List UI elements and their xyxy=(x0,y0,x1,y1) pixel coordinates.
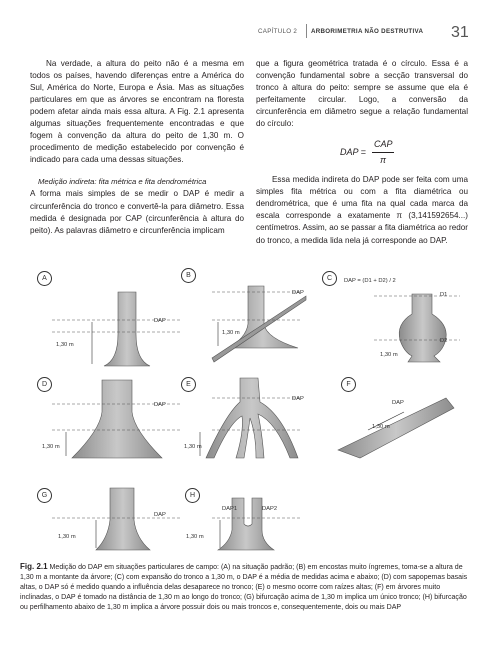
running-header xyxy=(258,22,468,40)
label-height-c: 1,30 m xyxy=(380,352,398,358)
label-dap-g: DAP xyxy=(154,512,166,518)
tree-e xyxy=(206,378,298,458)
label-height-f: 1,30 m xyxy=(372,424,390,430)
label-formula-c: DAP = (D1 + D2) / 2 xyxy=(344,278,396,284)
right-paragraph-1: que a figura geométrica tratada é o círculo. Essa é a convenção fundamental sobre a secção transversal do tronco à altura do peito: sempre se assume que ela é perfeitamente circular. Logo, a conversão da circunferência em diâmetro segue a relação fundamental do círculo: xyxy=(256,59,468,129)
tree-a xyxy=(104,292,150,366)
page-number: 31 xyxy=(451,24,469,41)
tree-d xyxy=(72,380,162,458)
label-dap2: DAP2 xyxy=(262,506,278,512)
left-paragraph-2: A forma mais simples de se medir o DAP é medir a circunferência do tronco e convertê-la para diâmetro. Essa medida é designada por CAP (circunferência à altura do peito). As palavras diâmetro e circunferência implicam xyxy=(30,189,244,235)
label-dap-d: DAP xyxy=(154,402,166,408)
figure-2-1 xyxy=(0,262,489,562)
right-paragraph-2: Essa medida indireta do DAP pode ser feita com uma simples fita métrica ou com a fita diamétrica ou dendrométrica, que é uma fita na qual cada marca da escala corresponde a exatamente π (3,141592654...) centímetros. Assim, ao se passar a fita diamétrica ao redor do tronco, a medida lida nela já corresponde ao DAP. xyxy=(256,175,468,245)
chapter-title: ARBORIMETRIA NÃO DESTRUTIVA xyxy=(311,28,424,35)
panel-label-f: F xyxy=(341,377,356,392)
label-dap1: DAP1 xyxy=(222,506,238,512)
label-dap-f: DAP xyxy=(392,400,404,406)
label-height-a: 1,30 m xyxy=(56,342,74,348)
label-height-e: 1,30 m xyxy=(184,444,202,450)
chapter-label: CAPÍTULO 2 xyxy=(258,28,298,35)
label-height-d: 1,30 m xyxy=(42,444,60,450)
tree-c xyxy=(399,294,446,362)
label-dap-e: DAP xyxy=(292,396,304,402)
tree-g xyxy=(96,488,150,550)
panel-label-g: G xyxy=(37,488,52,503)
left-paragraph-1: Na verdade, a altura do peito não é a mesma em todos os países, havendo diferenças entre a América do Sul, América do Norte, Europa e Ásia. Mas as situações particulares em que as árvores se encontram na floresta podem afetar ainda mais essa altura. A Fig. 2.1 apresenta algumas situações frequentemente encontradas e que fogem à convenção da altura do peito de 1,30 m. O procedimento de medição estabelecido por convenção é indicado para cada uma dessas situações. xyxy=(30,59,244,165)
formula xyxy=(256,130,468,174)
subheading: Medição indireta: fita métrica e fita dendrométrica xyxy=(38,177,207,187)
panel-label-b: B xyxy=(181,268,196,283)
tree-f xyxy=(338,398,454,458)
figure-caption xyxy=(20,562,470,613)
panel-label-a: A xyxy=(37,271,52,286)
formula-numerator: CAP xyxy=(374,139,393,150)
caption-label: Fig. 2.1 xyxy=(20,562,48,571)
panel-label-e: E xyxy=(181,377,196,392)
formula-lhs: DAP = xyxy=(340,147,366,158)
header-divider xyxy=(306,24,307,38)
panel-label-d: D xyxy=(37,377,52,392)
fraction-bar xyxy=(372,152,394,153)
caption-text: Medição do DAP em situações particulares de campo: (A) na situação padrão; (B) em encostas muito íngremes, toma-se a altura de 1,30 m a montante da árvore; (C) com expansão do tronco a 1,30 m, o DAP é a média de medidas acima e abaixo; (D) com sapopemas basais altas, o DAP só é medido quando a influência delas desaparece no tronco; (E) o mesmo ocorre com raízes altas; (F) em árvores muito inclinadas, o DAP é tomado na distância de 1,30 m ao longo do tronco; (G) bifurcação acima de 1,30 m implica um único tronco; (H) bifurcação ou perfilhamento abaixo de 1,30 m implica a árvore possuir dois ou mais troncos e, consequentemente, dois ou mais DAP xyxy=(20,564,468,612)
panel-label-h: H xyxy=(185,488,200,503)
label-height-h: 1,30 m xyxy=(186,534,204,540)
label-dap-b: DAP xyxy=(292,290,304,296)
left-column xyxy=(30,58,244,237)
label-d1: D1 xyxy=(440,292,448,298)
right-column xyxy=(256,58,468,247)
label-height-g: 1,30 m xyxy=(58,534,76,540)
label-d2: D2 xyxy=(440,338,448,344)
label-dap-a: DAP xyxy=(154,318,166,324)
label-height-b: 1,30 m xyxy=(222,330,240,336)
tree-b xyxy=(228,286,298,348)
panel-label-c: C xyxy=(322,271,337,286)
formula-denominator: π xyxy=(380,155,387,166)
